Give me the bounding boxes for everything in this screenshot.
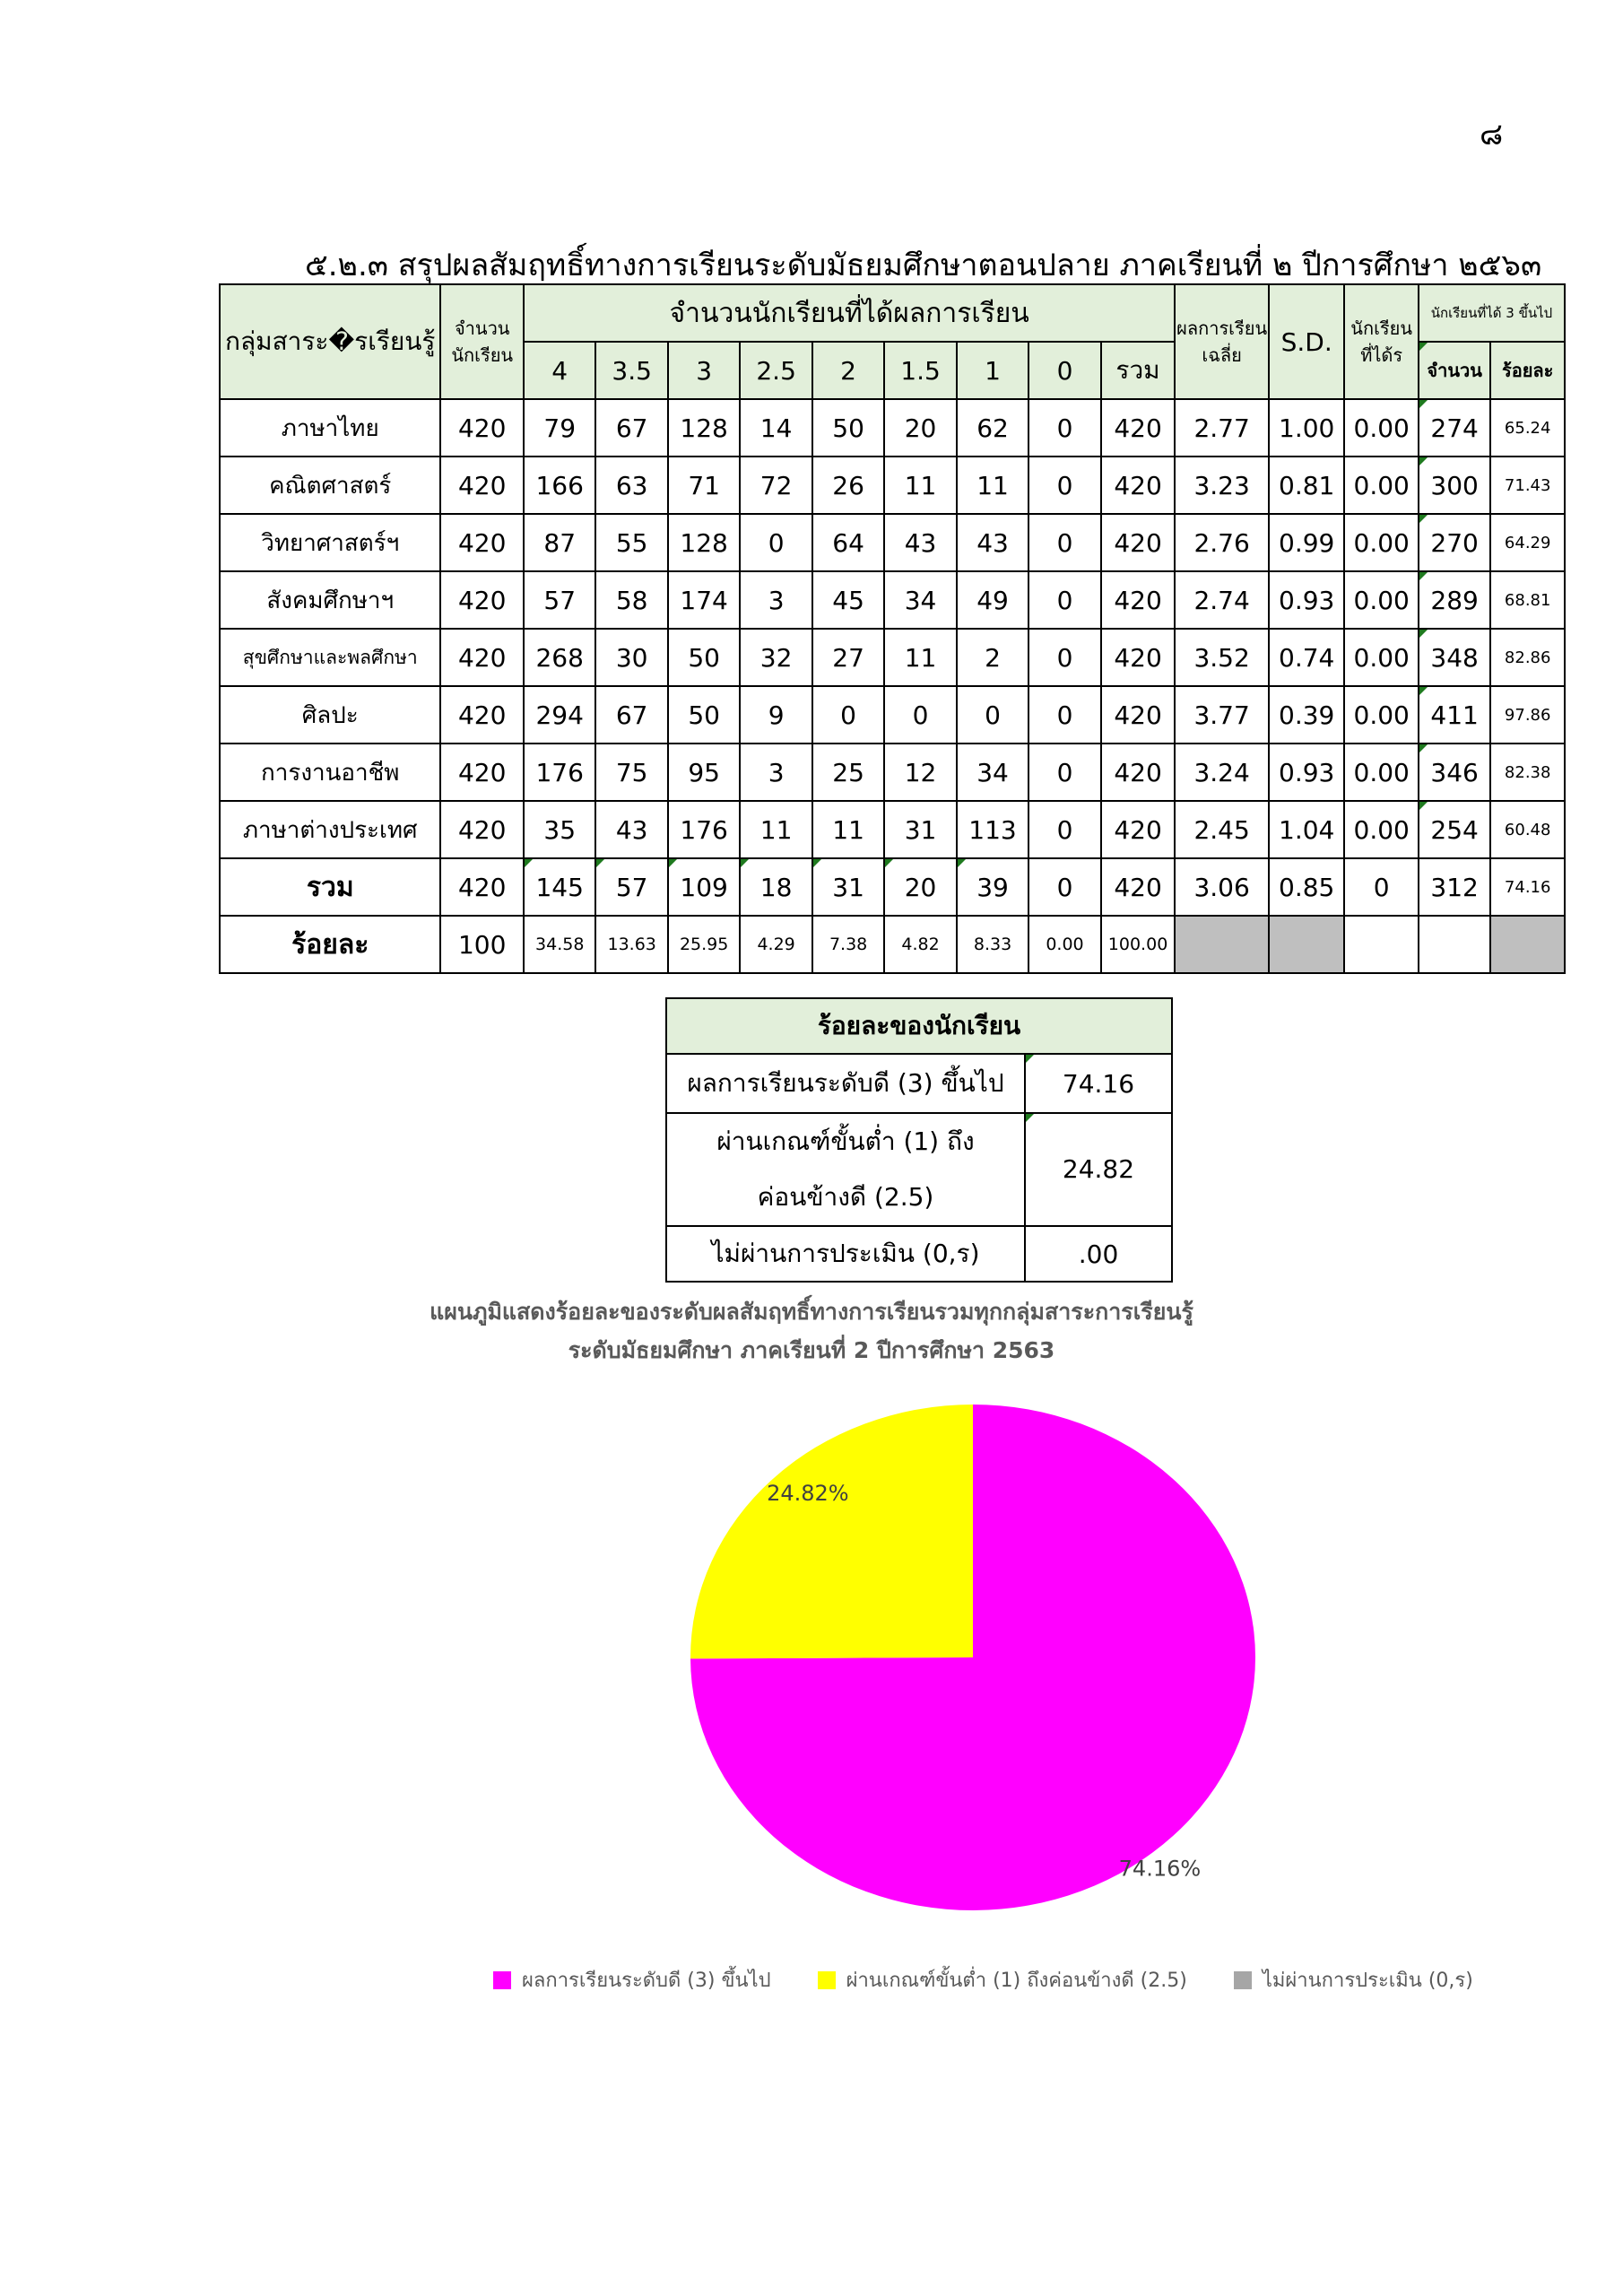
row-students: 420 <box>440 801 524 858</box>
summary-value-pass: 24.82 <box>1025 1113 1172 1226</box>
summary-value-fail: .00 <box>1025 1226 1172 1282</box>
total-grade-count: 20 <box>884 858 956 916</box>
total-grade-count: 31 <box>812 858 884 916</box>
row-grade-count: 174 <box>668 571 740 629</box>
row-grade-count: 176 <box>524 744 595 801</box>
row-grade-count: 0 <box>1028 399 1100 457</box>
row-students: 420 <box>440 571 524 629</box>
header-grade: 2.5 <box>740 342 812 399</box>
row-grade-count: 20 <box>884 399 956 457</box>
row-grade-count: 11 <box>884 629 956 686</box>
row-grade-count: 64 <box>812 514 884 571</box>
percent-row-grade: 4.29 <box>740 916 812 973</box>
row-grade-count: 166 <box>524 457 595 514</box>
legend-label-good: ผลการเรียนระดับดี (3) ขึ้นไป <box>522 1970 771 1992</box>
row-grade-count: 176 <box>668 801 740 858</box>
row-subject: ภาษาไทย <box>220 399 440 457</box>
pie-label-pass: 24.82% <box>767 1480 849 1506</box>
percent-row-grade: 0.00 <box>1028 916 1100 973</box>
row-students: 420 <box>440 686 524 744</box>
row-percent: 82.38 <box>1490 744 1565 801</box>
row-mean: 2.45 <box>1175 801 1269 858</box>
row-subject: วิทยาศาสตร์ฯ <box>220 514 440 571</box>
row-grade-count: 128 <box>668 399 740 457</box>
legend-swatch-fail <box>1234 1971 1252 1989</box>
row-students: 420 <box>440 744 524 801</box>
row-grade-count: 0 <box>884 686 956 744</box>
header-grade: 2 <box>812 342 884 399</box>
row-grade-count: 3 <box>740 571 812 629</box>
row-grade-count: 9 <box>740 686 812 744</box>
total-percent: 74.16 <box>1490 858 1565 916</box>
row-grade-count: 268 <box>524 629 595 686</box>
row-grade-count: 0 <box>740 514 812 571</box>
row-grade-count: 0 <box>1028 801 1100 858</box>
row-grade-count: 11 <box>884 457 956 514</box>
row-grade-count: 43 <box>595 801 667 858</box>
row-grade-count: 50 <box>668 686 740 744</box>
row-count: 254 <box>1419 801 1490 858</box>
row-percent: 65.24 <box>1490 399 1565 457</box>
row-sd: 1.00 <box>1269 399 1344 457</box>
row-percent: 82.86 <box>1490 629 1565 686</box>
header-got-r: นักเรียนที่ได้ร <box>1344 284 1418 399</box>
row-r: 0.00 <box>1344 514 1418 571</box>
header-grade: 3 <box>668 342 740 399</box>
row-sd: 0.99 <box>1269 514 1344 571</box>
legend-swatch-good <box>493 1971 511 1989</box>
row-grade-count: 0 <box>1028 686 1100 744</box>
row-sd: 1.04 <box>1269 801 1344 858</box>
chart-title: แผนภูมิแสดงร้อยละของระดับผลสัมฤทธิ์ทางการเรียนรวมทุกกลุ่มสาระการเรียนรู้ <box>430 1299 1193 1325</box>
row-subject: การงานอาชีพ <box>220 744 440 801</box>
row-subject: สุขศึกษาและพลศึกษา <box>220 629 440 686</box>
table-title: ๕.๒.๓ สรุปผลสัมฤทธิ์ทางการเรียนระดับมัธยมศึกษาตอนปลาย ภาคเรียนที่ ๒ ปีการศึกษา ๒๕๖๓ <box>305 248 1542 283</box>
percent-row-grade: 7.38 <box>812 916 884 973</box>
row-grade-count: 50 <box>668 629 740 686</box>
legend-item-good <box>493 1964 771 1996</box>
row-grade-count: 113 <box>957 801 1028 858</box>
summary-label-fail: ไม่ผ่านการประเมิน (0,ร) <box>666 1226 1025 1282</box>
row-grade-count: 67 <box>595 399 667 457</box>
row-grade-count: 55 <box>595 514 667 571</box>
total-grade-count: 39 <box>957 858 1028 916</box>
header-subject: กลุ่มสาระ�รเรียนรู้ <box>220 284 440 399</box>
total-sd: 0.85 <box>1269 858 1344 916</box>
row-subject: ศิลปะ <box>220 686 440 744</box>
row-grade-count: 0 <box>957 686 1028 744</box>
chart-subtitle: ระดับมัธยมศึกษา ภาคเรียนที่ 2 ปีการศึกษา 2563 <box>568 1337 1055 1363</box>
row-grade-count: 26 <box>812 457 884 514</box>
percent-row-students: 100 <box>440 916 524 973</box>
row-r: 0.00 <box>1344 801 1418 858</box>
row-grade-count: 63 <box>595 457 667 514</box>
total-count: 312 <box>1419 858 1490 916</box>
header-three-up: นักเรียนที่ได้ 3 ขึ้นไป <box>1419 284 1565 342</box>
percent-row-grade: 4.82 <box>884 916 956 973</box>
row-grade-count: 45 <box>812 571 884 629</box>
row-sd: 0.74 <box>1269 629 1344 686</box>
row-grade-count: 420 <box>1101 571 1176 629</box>
row-grade-count: 420 <box>1101 514 1176 571</box>
percent-row-grade: 34.58 <box>524 916 595 973</box>
row-percent: 68.81 <box>1490 571 1565 629</box>
legend-label-fail: ไม่ผ่านการประเมิน (0,ร) <box>1262 1970 1473 1992</box>
row-grade-count: 128 <box>668 514 740 571</box>
row-students: 420 <box>440 399 524 457</box>
row-grade-count: 12 <box>884 744 956 801</box>
row-grade-count: 62 <box>957 399 1028 457</box>
total-grade-count: 109 <box>668 858 740 916</box>
row-grade-count: 2 <box>957 629 1028 686</box>
row-subject: สังคมศึกษาฯ <box>220 571 440 629</box>
header-percent: ร้อยละ <box>1490 342 1565 399</box>
header-grade-group: จำนวนนักเรียนที่ได้ผลการเรียน <box>524 284 1175 342</box>
row-grade-count: 87 <box>524 514 595 571</box>
row-grade-count: 95 <box>668 744 740 801</box>
total-grade-count: 420 <box>1101 858 1176 916</box>
row-mean: 2.74 <box>1175 571 1269 629</box>
row-sd: 0.39 <box>1269 686 1344 744</box>
row-grade-count: 32 <box>740 629 812 686</box>
row-grade-count: 420 <box>1101 801 1176 858</box>
row-grade-count: 11 <box>740 801 812 858</box>
row-grade-count: 43 <box>884 514 956 571</box>
row-r: 0.00 <box>1344 629 1418 686</box>
row-r: 0.00 <box>1344 571 1418 629</box>
row-students: 420 <box>440 457 524 514</box>
row-percent: 60.48 <box>1490 801 1565 858</box>
legend-item-fail <box>1234 1964 1473 1996</box>
total-grade-count: 0 <box>1028 858 1100 916</box>
row-grade-count: 34 <box>884 571 956 629</box>
row-count: 300 <box>1419 457 1490 514</box>
row-grade-count: 79 <box>524 399 595 457</box>
row-grade-count: 72 <box>740 457 812 514</box>
row-grade-count: 420 <box>1101 744 1176 801</box>
row-students: 420 <box>440 629 524 686</box>
row-mean: 3.77 <box>1175 686 1269 744</box>
row-grade-count: 420 <box>1101 686 1176 744</box>
row-percent: 97.86 <box>1490 686 1565 744</box>
header-count: จำนวน <box>1419 342 1490 399</box>
row-count: 274 <box>1419 399 1490 457</box>
legend-label-pass: ผ่านเกณฑ์ขั้นต่ำ (1) ถึงค่อนข้างดี (2.5) <box>846 1970 1187 1992</box>
header-grade: 4 <box>524 342 595 399</box>
row-grade-count: 27 <box>812 629 884 686</box>
row-grade-count: 420 <box>1101 629 1176 686</box>
row-mean: 3.23 <box>1175 457 1269 514</box>
row-sd: 0.93 <box>1269 744 1344 801</box>
row-r: 0.00 <box>1344 686 1418 744</box>
header-grade: 0 <box>1028 342 1100 399</box>
row-count: 289 <box>1419 571 1490 629</box>
pie-label-good: 74.16% <box>1118 1856 1202 1882</box>
row-percent: 71.43 <box>1490 457 1565 514</box>
row-grade-count: 49 <box>957 571 1028 629</box>
row-grade-count: 25 <box>812 744 884 801</box>
row-subject: คณิตศาสตร์ <box>220 457 440 514</box>
summary-label-pass-line2: ค่อนข้างดี (2.5) <box>757 1182 934 1212</box>
legend-swatch-pass <box>818 1971 836 1989</box>
pie-slice-pass <box>690 1405 973 1658</box>
row-grade-count: 14 <box>740 399 812 457</box>
row-grade-count: 31 <box>884 801 956 858</box>
total-grade-count: 145 <box>524 858 595 916</box>
row-grade-count: 71 <box>668 457 740 514</box>
row-mean: 3.24 <box>1175 744 1269 801</box>
row-grade-count: 34 <box>957 744 1028 801</box>
header-grade: 1.5 <box>884 342 956 399</box>
page-number: ๘ <box>1480 117 1504 152</box>
header-grade: 3.5 <box>595 342 667 399</box>
percent-row-grade: 8.33 <box>957 916 1028 973</box>
header-students: จำนวนนักเรียน <box>440 284 524 399</box>
row-grade-count: 0 <box>812 686 884 744</box>
row-count: 348 <box>1419 629 1490 686</box>
row-grade-count: 0 <box>1028 744 1100 801</box>
row-grade-count: 11 <box>812 801 884 858</box>
row-grade-count: 30 <box>595 629 667 686</box>
header-grade: 1 <box>957 342 1028 399</box>
row-grade-count: 50 <box>812 399 884 457</box>
header-grade-total: รวม <box>1101 342 1176 399</box>
header-sd: S.D. <box>1269 284 1344 399</box>
row-r: 0.00 <box>1344 457 1418 514</box>
row-mean: 3.52 <box>1175 629 1269 686</box>
legend-item-pass <box>818 1964 1187 1996</box>
row-grade-count: 420 <box>1101 399 1176 457</box>
total-label: รวม <box>220 858 440 916</box>
row-count: 346 <box>1419 744 1490 801</box>
row-grade-count: 43 <box>957 514 1028 571</box>
summary-label-good: ผลการเรียนระดับดี (3) ขึ้นไป <box>666 1054 1025 1113</box>
row-grade-count: 57 <box>524 571 595 629</box>
row-mean: 2.77 <box>1175 399 1269 457</box>
row-mean: 2.76 <box>1175 514 1269 571</box>
total-mean: 3.06 <box>1175 858 1269 916</box>
row-grade-count: 75 <box>595 744 667 801</box>
percent-row-grade: 13.63 <box>595 916 667 973</box>
total-grade-count: 18 <box>740 858 812 916</box>
percent-row-label: ร้อยละ <box>220 916 440 973</box>
row-grade-count: 0 <box>1028 457 1100 514</box>
row-count: 411 <box>1419 686 1490 744</box>
row-grade-count: 3 <box>740 744 812 801</box>
header-mean: ผลการเรียนเฉลี่ย <box>1175 284 1269 399</box>
row-sd: 0.81 <box>1269 457 1344 514</box>
percent-row-grade: 25.95 <box>668 916 740 973</box>
row-grade-count: 0 <box>1028 571 1100 629</box>
total-students: 420 <box>440 858 524 916</box>
row-percent: 64.29 <box>1490 514 1565 571</box>
chart-legend <box>493 1964 1520 1996</box>
summary-label-pass-line1: ผ่านเกณฑ์ขั้นต่ำ (1) ถึง <box>716 1126 975 1156</box>
row-subject: ภาษาต่างประเทศ <box>220 801 440 858</box>
row-grade-count: 420 <box>1101 457 1176 514</box>
row-r: 0.00 <box>1344 744 1418 801</box>
row-grade-count: 35 <box>524 801 595 858</box>
total-grade-count: 57 <box>595 858 667 916</box>
row-students: 420 <box>440 514 524 571</box>
row-grade-count: 58 <box>595 571 667 629</box>
summary-title: ร้อยละของนักเรียน <box>666 998 1172 1054</box>
row-r: 0.00 <box>1344 399 1418 457</box>
row-grade-count: 67 <box>595 686 667 744</box>
row-grade-count: 11 <box>957 457 1028 514</box>
row-grade-count: 294 <box>524 686 595 744</box>
percent-row-grade: 100.00 <box>1101 916 1176 973</box>
row-sd: 0.93 <box>1269 571 1344 629</box>
row-grade-count: 0 <box>1028 629 1100 686</box>
row-grade-count: 0 <box>1028 514 1100 571</box>
total-r: 0 <box>1344 858 1418 916</box>
summary-value-good: 74.16 <box>1025 1054 1172 1113</box>
row-count: 270 <box>1419 514 1490 571</box>
